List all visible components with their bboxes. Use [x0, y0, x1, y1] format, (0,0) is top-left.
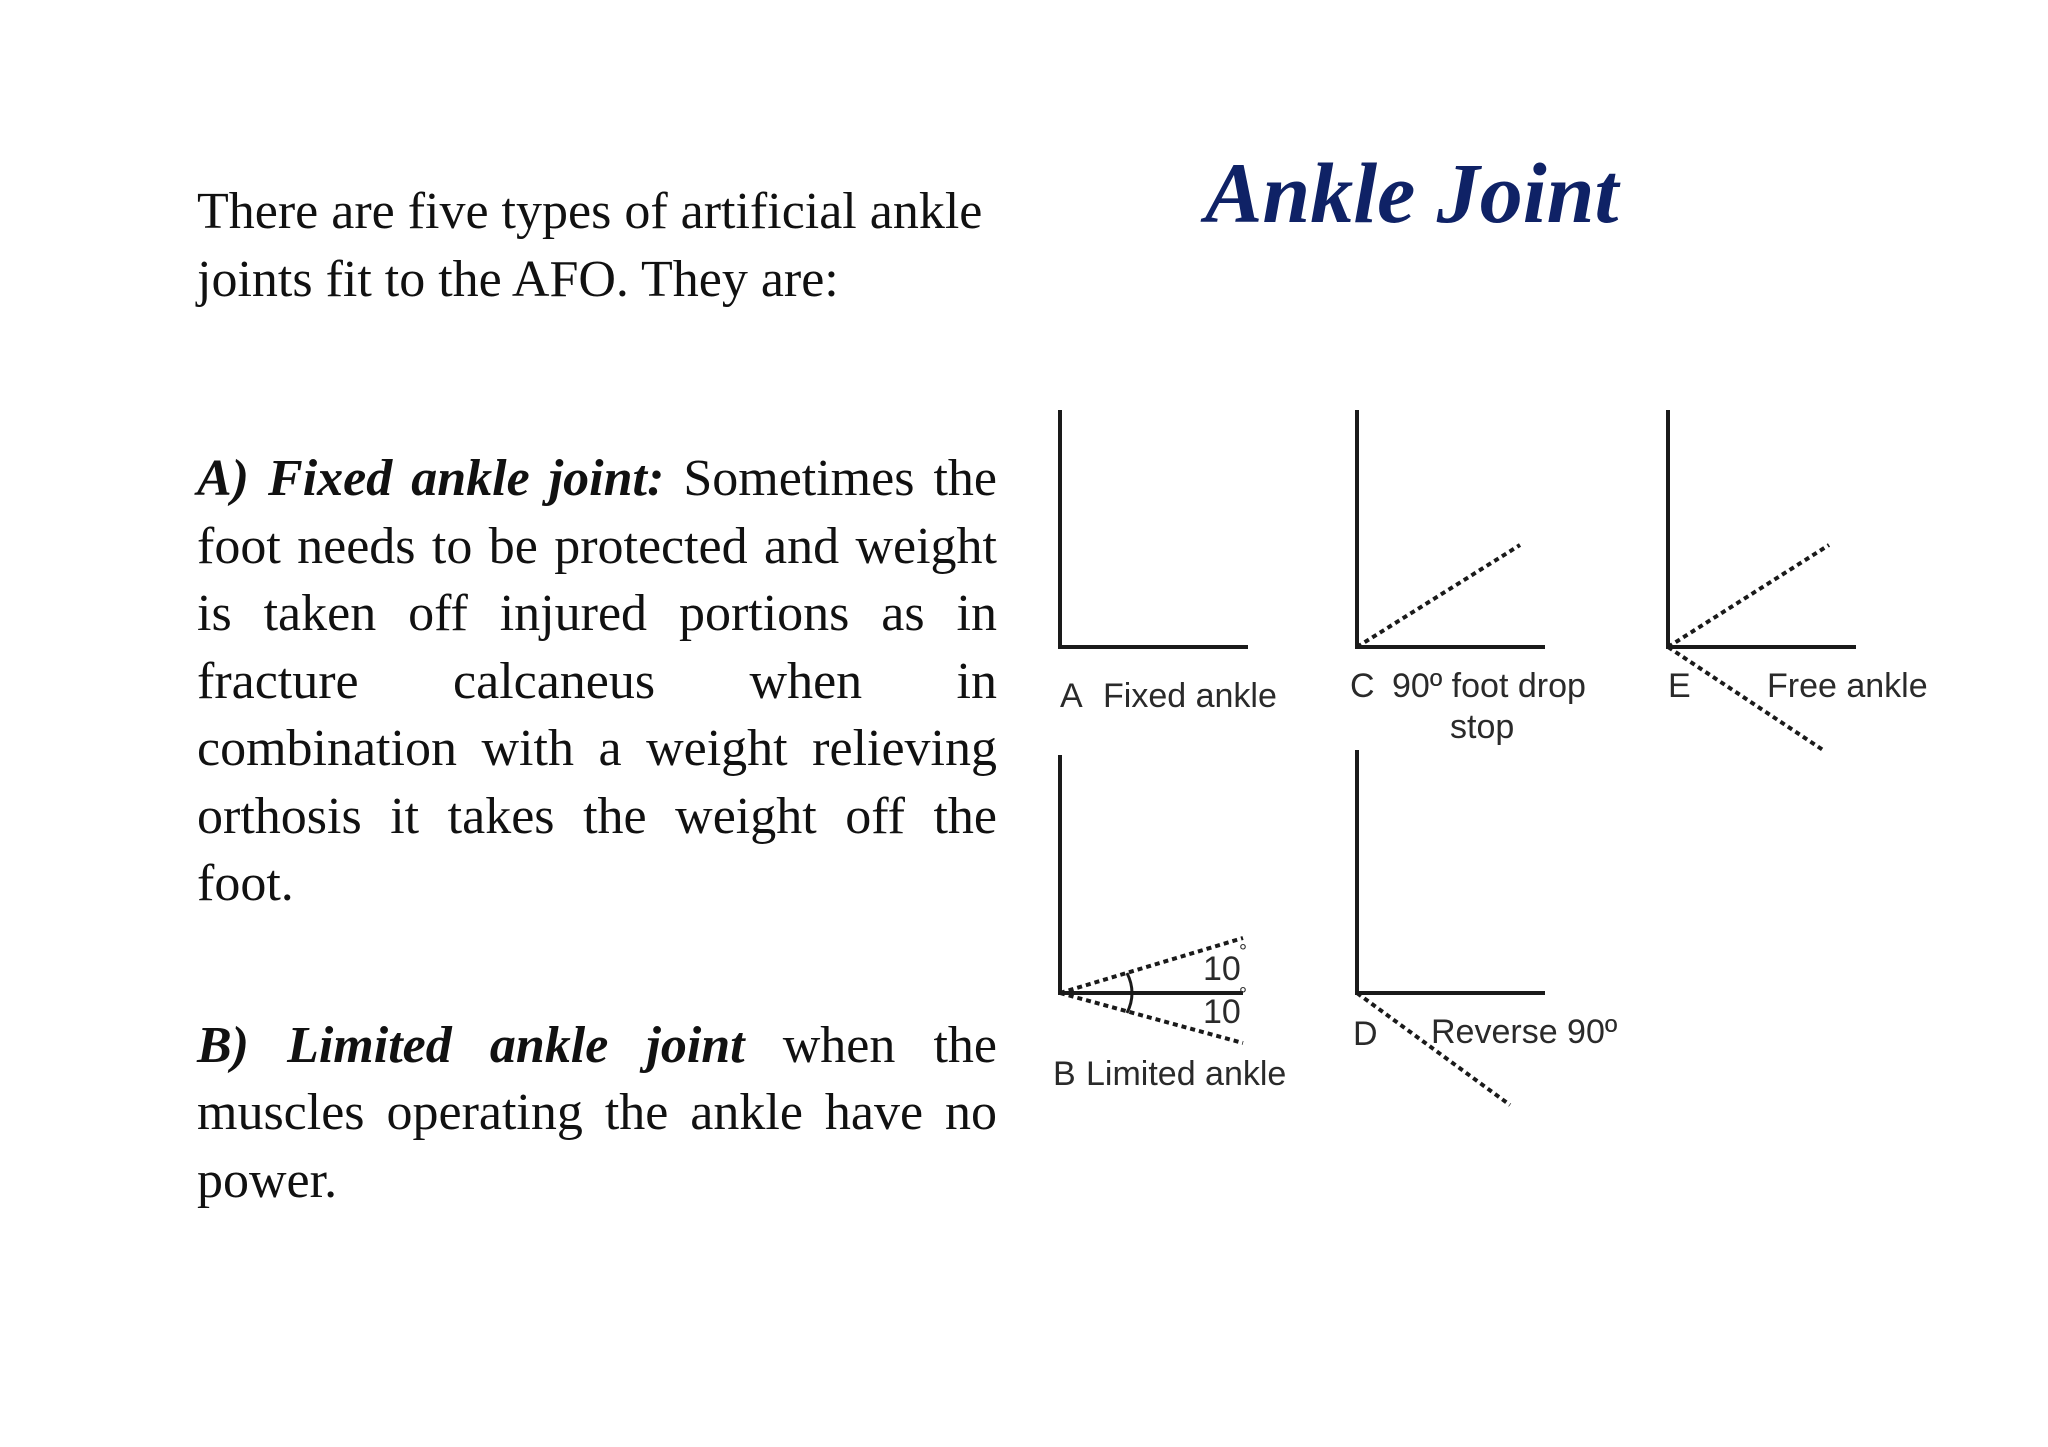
body-text	[197, 178, 997, 1214]
foot-drop-caption-line1: 90º foot drop	[1392, 667, 1586, 705]
limited-ankle-degree-down: °	[1239, 984, 1247, 1006]
diagram-limited-ankle	[1053, 755, 1286, 1093]
diagram-reverse-90	[1353, 750, 1617, 1105]
foot-drop-caption-line2: stop	[1450, 708, 1515, 746]
diagram-fixed-ankle	[1058, 410, 1277, 715]
limited-ankle-angle-up: 10	[1203, 950, 1241, 988]
limited-ankle-degree-up: °	[1239, 941, 1247, 963]
free-ankle-caption: Free ankle	[1767, 667, 1928, 705]
fixed-ankle-description: Sometimes the foot needs to be protected and weight is taken off injured portions as in fracture calcaneus when in combination with a weight relieving orthosis it takes the weight off the foot.	[197, 450, 997, 912]
reverse-caption: Reverse 90º	[1431, 1013, 1618, 1051]
limited-ankle-description: when the muscles operating the ankle have no power.	[197, 1016, 997, 1209]
limited-ankle-letter: B	[1053, 1055, 1076, 1093]
limited-ankle-paragraph	[197, 1012, 997, 1215]
limited-ankle-angle-down: 10	[1203, 993, 1241, 1031]
diagram-foot-drop-stop	[1350, 410, 1586, 746]
fixed-ankle-term: A) Fixed ankle joint:	[197, 450, 665, 507]
diagram-free-ankle	[1666, 410, 1928, 750]
fixed-ankle-letter: A	[1060, 677, 1083, 715]
free-ankle-letter: E	[1668, 667, 1691, 705]
reverse-letter: D	[1353, 1015, 1378, 1053]
fixed-ankle-caption: Fixed ankle	[1103, 677, 1277, 715]
slide-title: Ankle Joint	[1205, 145, 1619, 241]
limited-ankle-caption: Limited ankle	[1086, 1055, 1287, 1093]
ankle-joint-diagram	[1040, 395, 1940, 1135]
limited-ankle-term: B) Limited ankle joint	[197, 1016, 745, 1074]
foot-drop-letter: C	[1350, 667, 1375, 705]
fixed-ankle-paragraph	[197, 445, 997, 918]
intro-paragraph: There are five types of artificial ankle joints fit to the AFO. They are:	[197, 183, 983, 308]
